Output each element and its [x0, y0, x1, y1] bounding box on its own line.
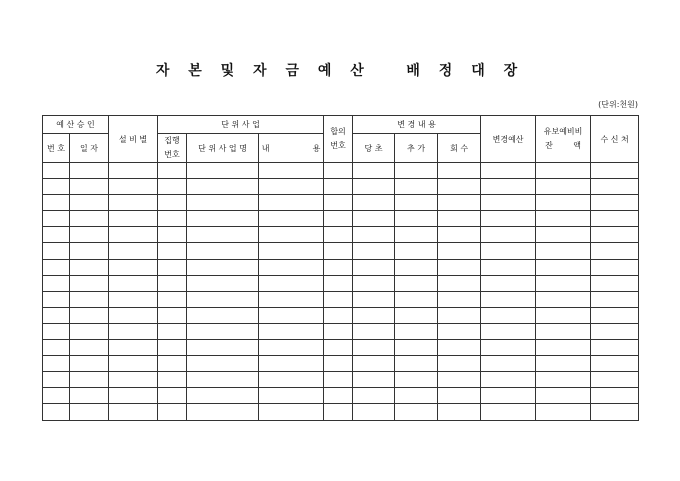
table-row: [43, 259, 639, 275]
table-cell[interactable]: [438, 372, 481, 388]
agreement-number-label: 번호: [330, 141, 346, 150]
table-cell[interactable]: [70, 179, 109, 195]
table-cell[interactable]: [536, 259, 591, 275]
table-cell[interactable]: [536, 291, 591, 307]
table-cell[interactable]: [158, 211, 187, 227]
table-row: [43, 163, 639, 179]
table-row: [43, 243, 639, 259]
table-cell[interactable]: [187, 163, 259, 179]
table-cell[interactable]: [481, 323, 536, 339]
table-cell[interactable]: [481, 227, 536, 243]
table-cell[interactable]: [536, 307, 591, 323]
table-cell[interactable]: [395, 372, 438, 388]
table-cell[interactable]: [353, 291, 395, 307]
reserve-fund-label: 유보예비비: [543, 127, 583, 136]
table-cell[interactable]: [109, 195, 158, 211]
table-cell[interactable]: [324, 340, 353, 356]
table-cell[interactable]: [158, 243, 187, 259]
table-cell[interactable]: [43, 227, 70, 243]
table-cell[interactable]: [158, 356, 187, 372]
table-cell[interactable]: [591, 275, 639, 291]
table-cell[interactable]: [109, 259, 158, 275]
table-cell[interactable]: [481, 404, 536, 420]
table-cell[interactable]: [187, 388, 259, 404]
table-cell[interactable]: [353, 227, 395, 243]
table-cell[interactable]: [536, 195, 591, 211]
table-cell[interactable]: [43, 323, 70, 339]
table-cell[interactable]: [395, 291, 438, 307]
header-unit-project: 단 위 사 업: [158, 116, 324, 134]
table-cell[interactable]: [353, 211, 395, 227]
table-cell[interactable]: [109, 227, 158, 243]
table-cell[interactable]: [158, 307, 187, 323]
table-row: [43, 291, 639, 307]
table-cell[interactable]: [591, 340, 639, 356]
table-row: [43, 356, 639, 372]
table-cell[interactable]: [395, 356, 438, 372]
table-cell[interactable]: [536, 243, 591, 259]
table-cell[interactable]: [353, 307, 395, 323]
table-cell[interactable]: [481, 179, 536, 195]
table-cell[interactable]: [481, 340, 536, 356]
table-cell[interactable]: [591, 195, 639, 211]
header-change-content: 변 경 내 용: [353, 116, 481, 134]
table-cell[interactable]: [259, 259, 324, 275]
table-cell[interactable]: [109, 404, 158, 420]
table-cell[interactable]: [438, 259, 481, 275]
table-cell[interactable]: [43, 211, 70, 227]
table-cell[interactable]: [70, 211, 109, 227]
table-cell[interactable]: [536, 340, 591, 356]
table-cell[interactable]: [591, 179, 639, 195]
table-cell[interactable]: [481, 356, 536, 372]
table-cell[interactable]: [187, 243, 259, 259]
table-cell[interactable]: [324, 323, 353, 339]
table-cell[interactable]: [438, 227, 481, 243]
table-cell[interactable]: [43, 275, 70, 291]
budget-ledger-table: [42, 115, 639, 421]
table-cell[interactable]: [324, 388, 353, 404]
table-cell[interactable]: [481, 195, 536, 211]
table-cell[interactable]: [158, 404, 187, 420]
execution-label: 집행: [164, 136, 180, 145]
table-cell[interactable]: [438, 356, 481, 372]
table-cell[interactable]: [324, 243, 353, 259]
table-cell[interactable]: [187, 179, 259, 195]
table-cell[interactable]: [536, 163, 591, 179]
table-cell[interactable]: [187, 259, 259, 275]
table-cell[interactable]: [158, 259, 187, 275]
table-cell[interactable]: [43, 259, 70, 275]
table-cell[interactable]: [395, 404, 438, 420]
table-cell[interactable]: [395, 259, 438, 275]
table-cell[interactable]: [536, 323, 591, 339]
table-cell[interactable]: [259, 291, 324, 307]
table-cell[interactable]: [109, 307, 158, 323]
balance-label: 잔 액: [545, 141, 581, 150]
header-date: 일 자: [70, 134, 109, 163]
header-number: 번 호: [43, 134, 70, 163]
table-cell[interactable]: [591, 227, 639, 243]
table-row: [43, 372, 639, 388]
header-budget-approval: 예 산 승 인: [43, 116, 109, 134]
table-cell[interactable]: [395, 388, 438, 404]
table-cell[interactable]: [591, 211, 639, 227]
table-cell[interactable]: [187, 291, 259, 307]
table-cell[interactable]: [187, 356, 259, 372]
table-cell[interactable]: [591, 259, 639, 275]
table-cell[interactable]: [353, 243, 395, 259]
table-cell[interactable]: [259, 307, 324, 323]
table-cell[interactable]: [438, 211, 481, 227]
table-cell[interactable]: [438, 388, 481, 404]
table-cell[interactable]: [158, 195, 187, 211]
table-cell[interactable]: [324, 372, 353, 388]
table-cell[interactable]: [481, 163, 536, 179]
table-cell[interactable]: [158, 179, 187, 195]
table-cell[interactable]: [259, 163, 324, 179]
table-cell[interactable]: [158, 163, 187, 179]
table-cell[interactable]: [109, 340, 158, 356]
agreement-label: 합의: [330, 127, 346, 136]
table-cell[interactable]: [591, 388, 639, 404]
table-cell[interactable]: [353, 356, 395, 372]
table-cell[interactable]: [324, 307, 353, 323]
table-cell[interactable]: [70, 275, 109, 291]
table-cell[interactable]: [70, 388, 109, 404]
table-cell[interactable]: [536, 211, 591, 227]
table-cell[interactable]: [187, 307, 259, 323]
table-cell[interactable]: [70, 356, 109, 372]
table-cell[interactable]: [43, 356, 70, 372]
table-cell[interactable]: [353, 404, 395, 420]
table-cell[interactable]: [353, 388, 395, 404]
table-cell[interactable]: [353, 163, 395, 179]
table-cell[interactable]: [438, 291, 481, 307]
table-cell[interactable]: [591, 307, 639, 323]
table-cell[interactable]: [109, 275, 158, 291]
table-cell[interactable]: [324, 291, 353, 307]
table-cell[interactable]: [324, 179, 353, 195]
table-cell[interactable]: [158, 275, 187, 291]
table-cell[interactable]: [70, 243, 109, 259]
table-cell[interactable]: [158, 372, 187, 388]
table-row: [43, 179, 639, 195]
table-cell[interactable]: [438, 307, 481, 323]
table-cell[interactable]: [70, 404, 109, 420]
table-cell[interactable]: [259, 388, 324, 404]
table-cell[interactable]: [259, 356, 324, 372]
header-content: 내 용: [259, 134, 324, 163]
table-cell[interactable]: [395, 340, 438, 356]
table-cell[interactable]: [187, 275, 259, 291]
header-changed-budget: 변경예산: [481, 116, 536, 163]
table-cell[interactable]: [395, 227, 438, 243]
table-cell[interactable]: [70, 259, 109, 275]
table-cell[interactable]: [353, 340, 395, 356]
table-row: [43, 404, 639, 420]
table-row: [43, 340, 639, 356]
header-agreement-number: [324, 116, 353, 163]
table-cell[interactable]: [187, 404, 259, 420]
table-cell[interactable]: [536, 179, 591, 195]
table-cell[interactable]: [259, 243, 324, 259]
execution-number-label: 번호: [164, 150, 180, 159]
table-cell[interactable]: [158, 340, 187, 356]
table-cell[interactable]: [353, 259, 395, 275]
table-cell[interactable]: [591, 163, 639, 179]
table-cell[interactable]: [481, 275, 536, 291]
table-cell[interactable]: [43, 388, 70, 404]
table-cell[interactable]: [70, 291, 109, 307]
table-cell[interactable]: [324, 275, 353, 291]
table-cell[interactable]: [43, 340, 70, 356]
table-cell[interactable]: [536, 356, 591, 372]
table-cell[interactable]: [395, 323, 438, 339]
table-cell[interactable]: [536, 372, 591, 388]
table-cell[interactable]: [259, 372, 324, 388]
table-cell[interactable]: [109, 388, 158, 404]
table-row: [43, 227, 639, 243]
header-reserve-fund-balance: [536, 116, 591, 163]
table-cell[interactable]: [187, 227, 259, 243]
table-cell[interactable]: [395, 211, 438, 227]
table-row: [43, 275, 639, 291]
table-cell[interactable]: [395, 163, 438, 179]
table-cell[interactable]: [43, 163, 70, 179]
table-cell[interactable]: [481, 243, 536, 259]
table-cell[interactable]: [481, 211, 536, 227]
header-by-facility: 설 비 별: [109, 116, 158, 163]
document-title: 자 본 및 자 금 예 산 배 정 대 장: [155, 63, 525, 79]
table-cell[interactable]: [70, 195, 109, 211]
table-cell[interactable]: [259, 275, 324, 291]
table-cell[interactable]: [438, 179, 481, 195]
table-cell[interactable]: [324, 356, 353, 372]
table-cell[interactable]: [43, 243, 70, 259]
table-cell[interactable]: [109, 211, 158, 227]
table-row: [43, 307, 639, 323]
table-cell[interactable]: [158, 227, 187, 243]
table-row: [43, 388, 639, 404]
header-addition: 추 가: [395, 134, 438, 163]
table-cell[interactable]: [591, 372, 639, 388]
table-cell[interactable]: [591, 243, 639, 259]
table-cell[interactable]: [109, 243, 158, 259]
table-cell[interactable]: [43, 404, 70, 420]
table-cell[interactable]: [395, 179, 438, 195]
table-cell[interactable]: [158, 388, 187, 404]
table-cell[interactable]: [324, 195, 353, 211]
table-cell[interactable]: [353, 372, 395, 388]
table-cell[interactable]: [438, 275, 481, 291]
table-cell[interactable]: [43, 179, 70, 195]
table-cell[interactable]: [43, 372, 70, 388]
table-cell[interactable]: [395, 275, 438, 291]
header-original: 당 초: [353, 134, 395, 163]
header-recipient: 수 신 처: [591, 116, 639, 163]
table-cell[interactable]: [259, 179, 324, 195]
table-cell[interactable]: [109, 356, 158, 372]
table-cell[interactable]: [70, 227, 109, 243]
table-cell[interactable]: [259, 227, 324, 243]
table-cell[interactable]: [324, 259, 353, 275]
ledger-body: [43, 163, 639, 421]
table-cell[interactable]: [109, 323, 158, 339]
table-cell[interactable]: [187, 211, 259, 227]
table-cell[interactable]: [536, 275, 591, 291]
table-cell[interactable]: [481, 259, 536, 275]
table-cell[interactable]: [438, 323, 481, 339]
table-cell[interactable]: [259, 195, 324, 211]
table-cell[interactable]: [324, 227, 353, 243]
table-cell[interactable]: [591, 291, 639, 307]
table-cell[interactable]: [70, 372, 109, 388]
table-cell[interactable]: [438, 243, 481, 259]
table-row: [43, 195, 639, 211]
table-cell[interactable]: [109, 179, 158, 195]
table-cell[interactable]: [324, 163, 353, 179]
table-cell[interactable]: [259, 340, 324, 356]
table-cell[interactable]: [353, 275, 395, 291]
table-cell[interactable]: [536, 227, 591, 243]
table-cell[interactable]: [438, 163, 481, 179]
table-cell[interactable]: [43, 291, 70, 307]
table-cell[interactable]: [591, 356, 639, 372]
table-cell[interactable]: [438, 195, 481, 211]
table-cell[interactable]: [438, 340, 481, 356]
table-cell[interactable]: [353, 323, 395, 339]
table-cell[interactable]: [353, 179, 395, 195]
table-cell[interactable]: [70, 323, 109, 339]
table-cell[interactable]: [259, 404, 324, 420]
table-cell[interactable]: [536, 388, 591, 404]
table-cell[interactable]: [70, 163, 109, 179]
header-unit-project-name: 단 위 사 업 명: [187, 134, 259, 163]
table-cell[interactable]: [353, 195, 395, 211]
table-cell[interactable]: [259, 323, 324, 339]
table-row: [43, 323, 639, 339]
table-cell[interactable]: [109, 372, 158, 388]
table-cell[interactable]: [536, 404, 591, 420]
table-cell[interactable]: [158, 323, 187, 339]
table-cell[interactable]: [259, 211, 324, 227]
table-cell[interactable]: [70, 307, 109, 323]
table-cell[interactable]: [158, 291, 187, 307]
header-execution-number: [158, 134, 187, 163]
table-cell[interactable]: [70, 340, 109, 356]
table-cell[interactable]: [481, 372, 536, 388]
table-cell[interactable]: [591, 323, 639, 339]
table-cell[interactable]: [324, 404, 353, 420]
table-cell[interactable]: [481, 291, 536, 307]
table-row: [43, 211, 639, 227]
table-cell[interactable]: [109, 163, 158, 179]
table-cell[interactable]: [109, 291, 158, 307]
table-cell[interactable]: [43, 195, 70, 211]
table-cell[interactable]: [187, 195, 259, 211]
table-cell[interactable]: [481, 307, 536, 323]
unit-note: (단위:천원): [598, 100, 638, 109]
table-cell[interactable]: [187, 340, 259, 356]
table-cell[interactable]: [43, 307, 70, 323]
table-cell[interactable]: [395, 195, 438, 211]
table-cell[interactable]: [481, 388, 536, 404]
table-cell[interactable]: [187, 323, 259, 339]
table-cell[interactable]: [187, 372, 259, 388]
header-recovery: 회 수: [438, 134, 481, 163]
table-cell[interactable]: [591, 404, 639, 420]
table-cell[interactable]: [324, 211, 353, 227]
table-cell[interactable]: [438, 404, 481, 420]
table-cell[interactable]: [395, 243, 438, 259]
table-cell[interactable]: [395, 307, 438, 323]
